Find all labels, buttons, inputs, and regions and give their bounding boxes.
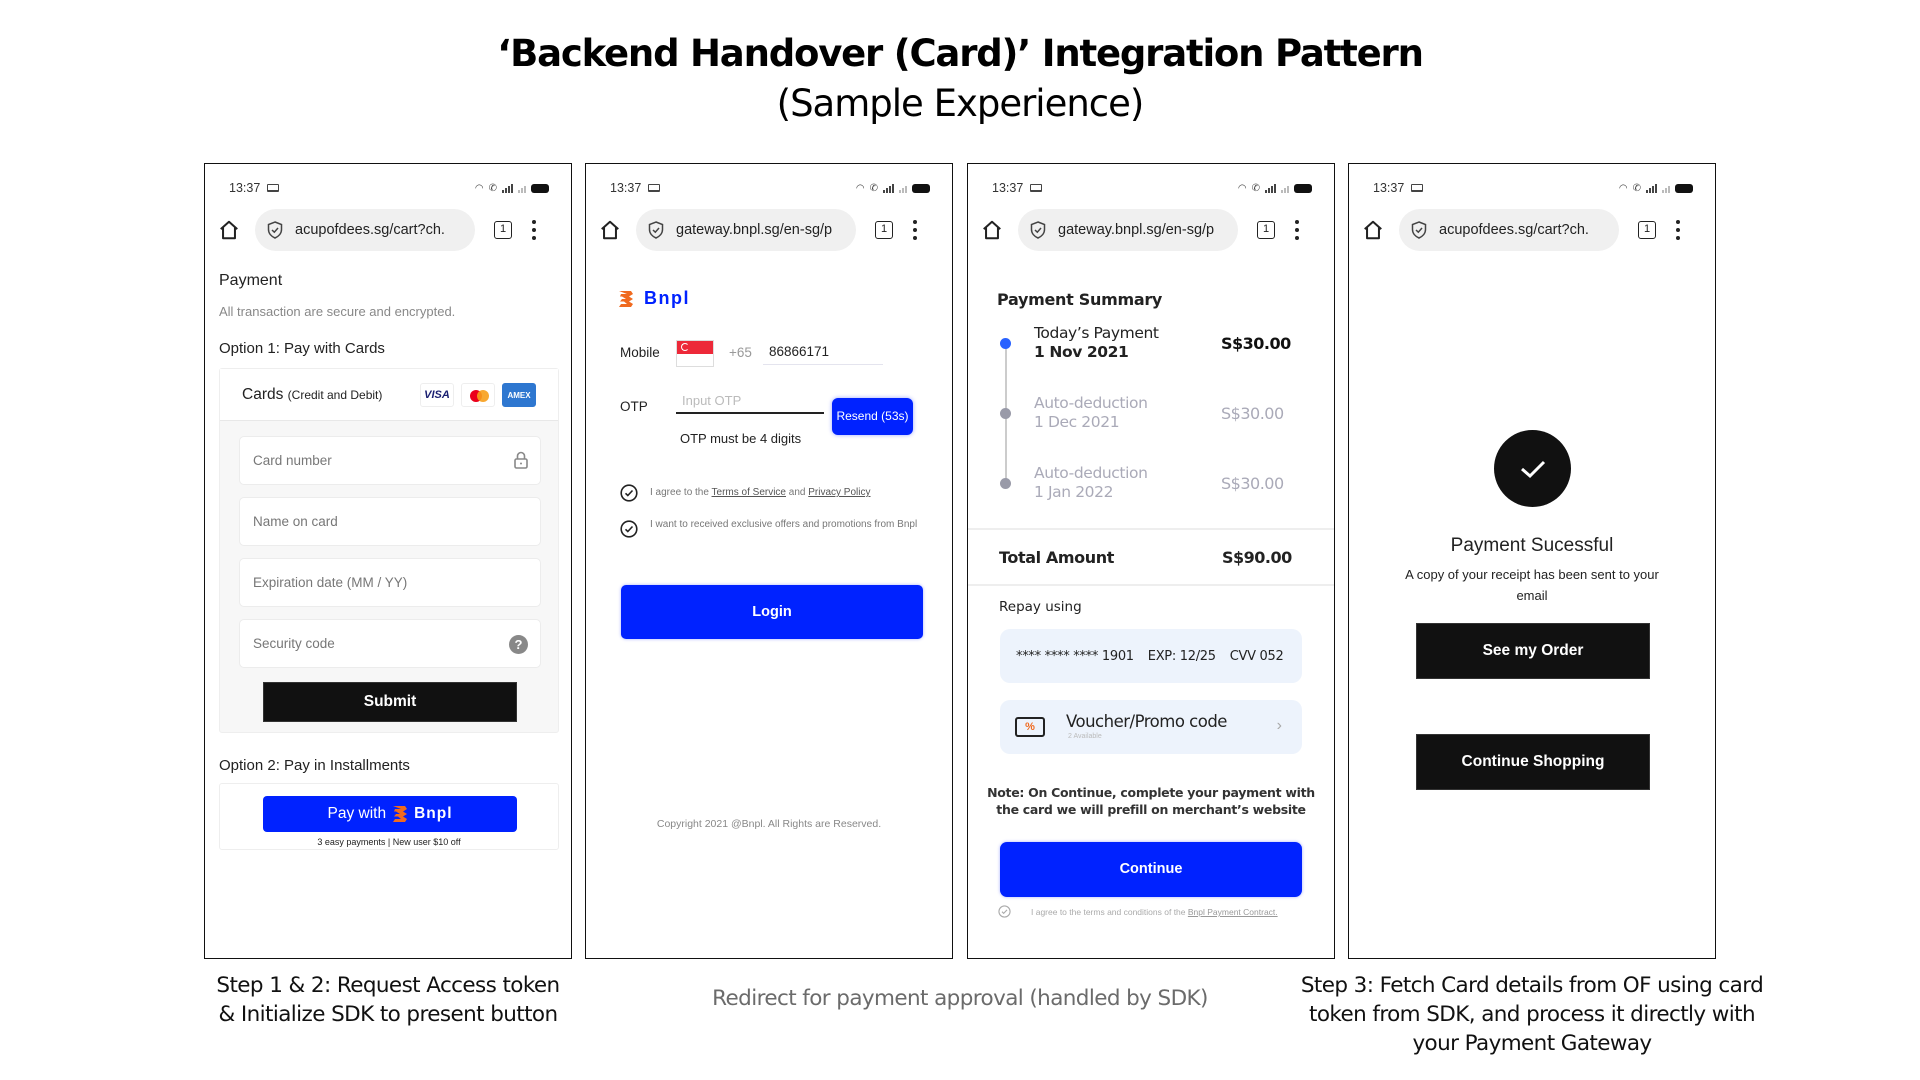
battery-icon <box>912 184 930 193</box>
prefill-note: Note: On Continue, complete your payment with the card we will prefill on merchant’s website <box>987 785 1315 817</box>
schedule-label: Auto-deduction <box>1034 464 1148 482</box>
amex-logo-icon: AMEX <box>502 383 536 407</box>
expiration-date-field[interactable] <box>239 558 541 607</box>
phone-screen-bnpl-login <box>585 163 953 959</box>
voucher-label: Voucher/Promo code <box>1066 712 1227 731</box>
signal-2-icon <box>899 184 907 193</box>
chevron-right-icon: › <box>1276 717 1282 734</box>
card-number-field[interactable] <box>239 436 541 485</box>
home-icon[interactable] <box>1362 219 1384 241</box>
bnpl-wordmark: Bnpl <box>414 805 453 822</box>
login-button[interactable]: Login <box>621 585 923 639</box>
status-bar <box>229 179 549 197</box>
card-number-placeholder: Card number <box>253 453 332 468</box>
tab-count-button[interactable]: 1 <box>1257 221 1275 239</box>
schedule-amount-2: S$30.00 <box>1221 404 1284 423</box>
resend-otp-button[interactable]: Resend (53s) <box>832 398 913 435</box>
schedule-label: Auto-deduction <box>1034 394 1148 412</box>
signal-2-icon <box>518 184 526 193</box>
status-time: 13:37 <box>610 181 642 195</box>
agree-text: I agree to the terms and conditions of the <box>1031 907 1188 917</box>
payment-summary-heading: Payment Summary <box>997 290 1163 309</box>
terms-agreement-text <box>650 487 871 498</box>
call-icon: ✆ <box>869 182 878 194</box>
help-icon[interactable]: ? <box>509 635 528 654</box>
card-expiry: EXP: 12/25 <box>1147 648 1216 664</box>
promo-consent-text: I want to received exclusive offers and promotions from Bnpl <box>650 519 918 530</box>
caption-step-1-2: Step 1 & 2: Request Access token & Initialize SDK to present button <box>216 973 560 1027</box>
security-note: All transaction are secure and encrypted. <box>219 304 456 319</box>
more-menu-icon[interactable] <box>531 220 537 240</box>
pay-with-label: Pay with <box>327 805 387 822</box>
home-icon[interactable] <box>981 219 1003 241</box>
wifi-icon: ◠ <box>855 182 865 194</box>
tab-count-button[interactable]: 1 <box>494 221 512 239</box>
laptop-icon <box>1411 184 1423 192</box>
schedule-item-1 <box>1034 324 1159 362</box>
battery-icon <box>1675 184 1693 193</box>
terms-checkbox-checked-icon[interactable] <box>620 484 638 502</box>
bnpl-logo <box>618 288 690 309</box>
cards-header[interactable] <box>220 369 558 421</box>
otp-validation-message: OTP must be 4 digits <box>680 431 802 446</box>
name-placeholder: Name on card <box>253 514 338 529</box>
battery-icon <box>531 184 549 193</box>
repayment-card[interactable] <box>1000 629 1302 683</box>
schedule-item-3 <box>1034 464 1148 502</box>
installments-panel <box>219 783 559 850</box>
submit-button[interactable]: Submit <box>263 682 517 722</box>
security-code-placeholder: Security code <box>253 636 335 651</box>
status-icons <box>1238 183 1312 194</box>
call-icon: ✆ <box>1251 182 1260 194</box>
success-title: Payment Sucessful <box>1450 535 1614 556</box>
home-icon[interactable] <box>599 219 621 241</box>
signal-icon <box>883 184 894 193</box>
agree-and: and <box>786 487 809 498</box>
copyright-text: Copyright 2021 @Bnpl. All Rights are Reserved. <box>656 818 882 830</box>
option1-label: Option 1: Pay with Cards <box>219 340 385 357</box>
bnpl-logo-icon <box>618 289 634 309</box>
shield-check-icon <box>648 221 664 239</box>
battery-icon <box>1294 184 1312 193</box>
timeline-dot <box>1000 408 1011 419</box>
tab-count-button[interactable]: 1 <box>875 221 893 239</box>
caption-redirect: Redirect for payment approval (handled by SDK) <box>712 986 1208 1011</box>
signal-2-icon <box>1662 184 1670 193</box>
address-bar[interactable] <box>636 209 856 251</box>
signal-icon <box>502 184 513 193</box>
voucher-available: 2 Available <box>1068 733 1102 740</box>
status-bar <box>1373 179 1693 197</box>
security-code-field[interactable] <box>239 619 541 668</box>
laptop-icon <box>267 184 279 192</box>
continue-shopping-button[interactable]: Continue Shopping <box>1416 734 1650 790</box>
address-bar[interactable] <box>1399 209 1619 251</box>
cards-title: Cards <box>242 386 284 403</box>
visa-logo-icon: VISA <box>420 383 454 407</box>
bnpl-wordmark: Bnpl <box>644 288 690 308</box>
status-icons <box>856 183 930 194</box>
expiration-placeholder: Expiration date (MM / YY) <box>253 575 408 590</box>
slide-subtitle: (Sample Experience) <box>776 82 1144 125</box>
total-amount-value: S$90.00 <box>1222 548 1292 567</box>
agree-prefix: I agree to the <box>650 487 712 498</box>
status-icons <box>1619 183 1693 194</box>
url-text: gateway.bnpl.sg/en-sg/p <box>676 222 833 238</box>
call-icon: ✆ <box>1632 182 1641 194</box>
wifi-icon: ◠ <box>1237 182 1247 194</box>
signal-icon <box>1646 184 1657 193</box>
more-menu-icon[interactable] <box>1294 220 1300 240</box>
browser-toolbar <box>1349 209 1715 251</box>
contract-agreement-text <box>1031 906 1291 918</box>
otp-input[interactable]: Input OTP <box>676 392 824 414</box>
laptop-icon <box>1030 184 1042 192</box>
divider <box>968 584 1334 586</box>
phone-screen-payment-success <box>1348 163 1716 959</box>
payment-contract-link[interactable]: Bnpl Payment Contract. <box>1187 907 1278 917</box>
installment-note: 3 easy payments | New user $10 off <box>317 837 461 847</box>
card-number-masked: **** **** **** 1901 <box>1016 648 1134 664</box>
lock-icon <box>514 451 528 469</box>
slide-title: ‘Backend Handover (Card)’ Integration Pattern <box>497 32 1423 75</box>
shield-check-icon <box>1411 221 1427 239</box>
caption-step-3: Step 3: Fetch Card details from OF using card token from SDK, and process it directly with your Payment Gateway <box>1300 973 1764 1056</box>
shield-check-icon <box>267 221 283 239</box>
address-bar[interactable] <box>1018 209 1238 251</box>
call-icon: ✆ <box>488 182 497 194</box>
schedule-label: Today’s Payment <box>1034 324 1159 342</box>
schedule-amount-3: S$30.00 <box>1221 474 1284 493</box>
success-message: A copy of your receipt has been sent to your email <box>1405 567 1659 603</box>
status-bar <box>610 179 930 197</box>
repay-using-label: Repay using <box>999 599 1082 615</box>
status-time: 13:37 <box>229 181 261 195</box>
laptop-icon <box>648 184 660 192</box>
home-icon[interactable] <box>218 219 240 241</box>
timeline-dot-active <box>1000 338 1011 349</box>
schedule-date: 1 Dec 2021 <box>1034 413 1120 431</box>
divider <box>968 528 1334 530</box>
singapore-flag-icon[interactable] <box>676 340 714 367</box>
cards-sublabel: (Credit and Debit) <box>287 388 383 402</box>
status-bar <box>992 179 1312 197</box>
schedule-amount-1: S$30.00 <box>1221 334 1291 353</box>
more-menu-icon[interactable] <box>912 220 918 240</box>
phone-screen-merchant-checkout <box>204 163 572 959</box>
browser-toolbar <box>968 209 1334 251</box>
privacy-policy-link[interactable]: Privacy Policy <box>808 487 871 498</box>
option2-label: Option 2: Pay in Installments <box>219 757 410 774</box>
name-on-card-field[interactable] <box>239 497 541 546</box>
promo-checkbox-checked-icon[interactable] <box>620 520 638 538</box>
schedule-item-2 <box>1034 394 1148 432</box>
status-time: 13:37 <box>992 181 1024 195</box>
mobile-input[interactable]: 86866171 <box>763 341 883 365</box>
otp-label: OTP <box>620 399 648 414</box>
schedule-date: 1 Jan 2022 <box>1034 483 1114 501</box>
card-payment-panel <box>219 368 559 733</box>
signal-2-icon <box>1281 184 1289 193</box>
voucher-percent-icon: % <box>1015 717 1045 737</box>
phone-screen-payment-summary <box>967 163 1335 959</box>
schedule-date: 1 Nov 2021 <box>1034 343 1129 361</box>
success-check-icon <box>1494 430 1571 507</box>
country-code: +65 <box>729 345 752 360</box>
address-bar[interactable] <box>255 209 475 251</box>
payment-heading: Payment <box>219 272 283 289</box>
browser-toolbar <box>205 209 571 251</box>
signal-icon <box>1265 184 1276 193</box>
wifi-icon: ◠ <box>1618 182 1628 194</box>
browser-toolbar <box>586 209 952 251</box>
shield-check-icon <box>1030 221 1046 239</box>
status-icons <box>475 183 549 194</box>
bnpl-logo-icon <box>392 805 408 823</box>
timeline-dot <box>1000 478 1011 489</box>
pay-with-bnpl-button[interactable] <box>263 796 517 832</box>
card-cvv: CVV 052 <box>1229 648 1284 664</box>
mobile-label: Mobile <box>620 345 660 360</box>
cards-label <box>242 386 382 404</box>
url-text: acupofdees.sg/cart?ch. <box>295 222 445 238</box>
voucher-promo-button[interactable] <box>1000 700 1302 754</box>
tab-count-button[interactable]: 1 <box>1638 221 1656 239</box>
more-menu-icon[interactable] <box>1675 220 1681 240</box>
see-my-order-button[interactable]: See my Order <box>1416 623 1650 679</box>
total-amount-label: Total Amount <box>999 548 1114 567</box>
url-text: gateway.bnpl.sg/en-sg/p <box>1058 222 1215 238</box>
contract-checkbox-icon[interactable] <box>998 905 1011 918</box>
url-text: acupofdees.sg/cart?ch. <box>1439 222 1589 238</box>
terms-of-service-link[interactable]: Terms of Service <box>711 487 786 498</box>
continue-button[interactable]: Continue <box>1000 842 1302 897</box>
mastercard-logo-icon <box>461 383 495 407</box>
wifi-icon: ◠ <box>474 182 484 194</box>
status-time: 13:37 <box>1373 181 1405 195</box>
